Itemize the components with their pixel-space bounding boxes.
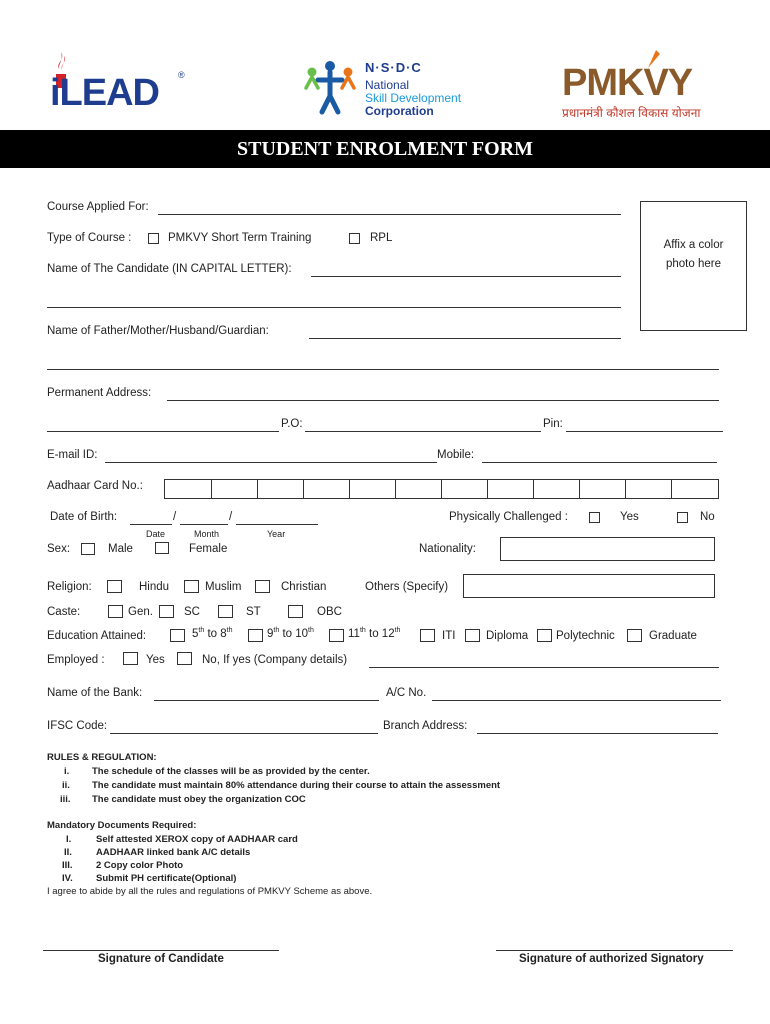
pmkvy-hindi: प्रधानमंत्री कौशल विकास योजना <box>562 106 701 120</box>
obc-checkbox[interactable] <box>288 605 303 618</box>
nationality-field[interactable] <box>500 537 715 561</box>
address-field-2[interactable] <box>47 431 279 432</box>
iti-label: ITI <box>442 630 456 642</box>
ifsc-label: IFSC Code: <box>47 720 108 732</box>
caste-label: Caste: <box>47 606 81 618</box>
photo-label-2: photo here <box>666 258 721 270</box>
st-checkbox[interactable] <box>218 605 233 618</box>
ac-no-label: A/C No. <box>386 687 427 699</box>
guardian-name-label: Name of Father/Mother/Husband/Guardian: <box>47 325 269 337</box>
employed-no-checkbox[interactable] <box>177 652 192 665</box>
nsdc-acronym: N·S·D·C <box>365 60 422 75</box>
pmkvy-stt-label: PMKVY Short Term Training <box>168 232 312 244</box>
dob-label: Date of Birth: <box>50 511 118 523</box>
rule-3-text: The candidate must obey the organization COC <box>92 794 306 805</box>
graduate-label: Graduate <box>649 630 697 642</box>
email-field[interactable] <box>105 462 437 463</box>
doc-3-num: III. <box>62 860 73 871</box>
graduate-checkbox[interactable] <box>627 629 642 642</box>
employed-label: Employed : <box>47 654 105 666</box>
dob-year-hint: Year <box>267 529 286 539</box>
guardian-name-field-2[interactable] <box>47 369 719 370</box>
physically-challenged-label: Physically Challenged : <box>449 511 568 523</box>
pmkvy-stt-checkbox[interactable] <box>148 233 159 244</box>
dob-sep-2: / <box>229 511 233 523</box>
hindu-checkbox[interactable] <box>107 580 122 593</box>
ifsc-field[interactable] <box>110 733 378 734</box>
permanent-address-field[interactable] <box>167 400 719 401</box>
branch-label: Branch Address: <box>383 720 468 732</box>
nsdc-line3: Corporation <box>365 104 434 118</box>
candidate-name-label: Name of The Candidate (IN CAPITAL LETTER): <box>47 263 292 275</box>
course-applied-field[interactable] <box>158 214 621 215</box>
edu-9-10-checkbox[interactable] <box>248 629 263 642</box>
dob-month-hint: Month <box>194 529 220 539</box>
male-label: Male <box>108 543 133 555</box>
nsdc-line1: National <box>365 78 410 92</box>
doc-4-text: Submit PH certificate(Optional) <box>96 873 237 884</box>
others-label: Others (Specify) <box>365 581 449 593</box>
rule-2-num: ii. <box>62 780 70 791</box>
authorized-signature-label: Signature of authorized Signatory <box>519 953 704 965</box>
muslim-label: Muslim <box>205 581 242 593</box>
bank-label: Name of the Bank: <box>47 687 143 699</box>
obc-label: OBC <box>317 606 342 618</box>
edu-5-8-checkbox[interactable] <box>170 629 185 642</box>
pc-no-checkbox[interactable] <box>677 512 688 523</box>
rule-1-num: i. <box>64 766 70 777</box>
polytechnic-checkbox[interactable] <box>537 629 552 642</box>
doc-1-text: Self attested XEROX copy of AADHAAR card <box>96 834 298 845</box>
rpl-checkbox[interactable] <box>349 233 360 244</box>
rpl-label: RPL <box>370 232 393 244</box>
polytechnic-label: Polytechnic <box>556 630 615 642</box>
others-field[interactable] <box>463 574 715 598</box>
christian-checkbox[interactable] <box>255 580 270 593</box>
guardian-name-field[interactable] <box>309 338 621 339</box>
female-label: Female <box>189 543 228 555</box>
education-label: Education Attained: <box>47 630 147 642</box>
sc-checkbox[interactable] <box>159 605 174 618</box>
religion-label: Religion: <box>47 581 92 593</box>
aadhaar-boxes[interactable] <box>164 479 719 499</box>
gen-checkbox[interactable] <box>108 605 123 618</box>
pin-label: Pin: <box>543 418 563 430</box>
edu-9-10-label: 9th to 10th <box>267 627 314 640</box>
nsdc-line2: Skill Development <box>365 91 462 105</box>
muslim-checkbox[interactable] <box>184 580 199 593</box>
form-title: STUDENT ENROLMENT FORM <box>237 138 533 160</box>
doc-2-num: II. <box>64 847 72 858</box>
people-icon <box>300 58 360 116</box>
dob-sep-1: / <box>173 511 177 523</box>
permanent-address-label: Permanent Address: <box>47 387 152 399</box>
edu-11-12-checkbox[interactable] <box>329 629 344 642</box>
agreement-text: I agree to abide by all the rules and regulations of PMKVY Scheme as above. <box>47 886 373 897</box>
pc-no-label: No <box>700 511 715 523</box>
mobile-field[interactable] <box>482 462 717 463</box>
hindu-label: Hindu <box>139 581 170 593</box>
doc-1-num: I. <box>66 834 72 845</box>
dob-day-field[interactable] <box>130 524 172 525</box>
authorized-signature-line[interactable] <box>496 950 733 951</box>
employed-yes-label: Yes <box>146 654 165 666</box>
dob-date-hint: Date <box>146 529 166 539</box>
bank-field[interactable] <box>154 700 379 701</box>
ilead-wordmark: iLEAD <box>50 72 159 114</box>
male-checkbox[interactable] <box>81 543 95 555</box>
rule-2-text: The candidate must maintain 80% attendance during their course to attain the assessment <box>92 780 501 791</box>
iti-checkbox[interactable] <box>420 629 435 642</box>
aadhaar-label: Aadhaar Card No.: <box>47 480 143 492</box>
photo-label-1: Affix a color <box>663 239 724 251</box>
ac-no-field[interactable] <box>432 700 721 701</box>
employed-no-label: No, If yes (Company details) <box>202 654 348 666</box>
sex-label: Sex: <box>47 543 71 555</box>
rule-1-text: The schedule of the classes will be as provided by the center. <box>92 766 370 777</box>
doc-2-text: AADHAAR linked bank A/C details <box>96 847 251 858</box>
docs-heading: Mandatory Documents Required: <box>47 820 197 831</box>
doc-3-text: 2 Copy color Photo <box>96 860 184 871</box>
gen-label: Gen. <box>128 606 153 618</box>
diploma-checkbox[interactable] <box>465 629 480 642</box>
candidate-signature-line[interactable] <box>43 950 279 951</box>
rules-heading: RULES & REGULATION: <box>47 752 157 763</box>
st-label: ST <box>246 606 261 618</box>
candidate-signature-label: Signature of Candidate <box>98 953 224 965</box>
mobile-label: Mobile: <box>437 449 475 461</box>
po-label: P.O: <box>281 418 303 430</box>
course-applied-label: Course Applied For: <box>47 201 149 213</box>
doc-4-num: IV. <box>62 873 73 884</box>
registered-mark: ® <box>178 70 185 80</box>
diploma-label: Diploma <box>486 630 529 642</box>
rule-3-num: iii. <box>60 794 71 805</box>
email-label: E-mail ID: <box>47 449 98 461</box>
branch-field[interactable] <box>477 733 718 734</box>
dob-year-field[interactable] <box>236 524 318 525</box>
candidate-name-field-2[interactable] <box>47 307 621 308</box>
employed-yes-checkbox[interactable] <box>123 652 138 665</box>
type-of-course-label: Type of Course : <box>47 232 132 244</box>
nationality-label: Nationality: <box>419 543 476 555</box>
swoosh-icon <box>646 48 664 70</box>
candidate-name-field[interactable] <box>311 276 621 277</box>
dob-month-field[interactable] <box>180 524 228 525</box>
female-checkbox[interactable] <box>155 542 169 554</box>
edu-11-12-label: 11th to 12th <box>348 627 401 640</box>
pin-field[interactable] <box>566 431 723 432</box>
sc-label: SC <box>184 606 200 618</box>
company-details-field[interactable] <box>369 667 719 668</box>
pc-yes-label: Yes <box>620 511 639 523</box>
photo-box[interactable] <box>640 201 747 331</box>
christian-label: Christian <box>281 581 327 593</box>
pc-yes-checkbox[interactable] <box>589 512 600 523</box>
form-title-bar <box>0 130 770 168</box>
edu-5-8-label: 5th to 8th <box>192 627 233 640</box>
po-field[interactable] <box>305 431 541 432</box>
pmkvy-wordmark: PMKVY <box>562 62 693 104</box>
